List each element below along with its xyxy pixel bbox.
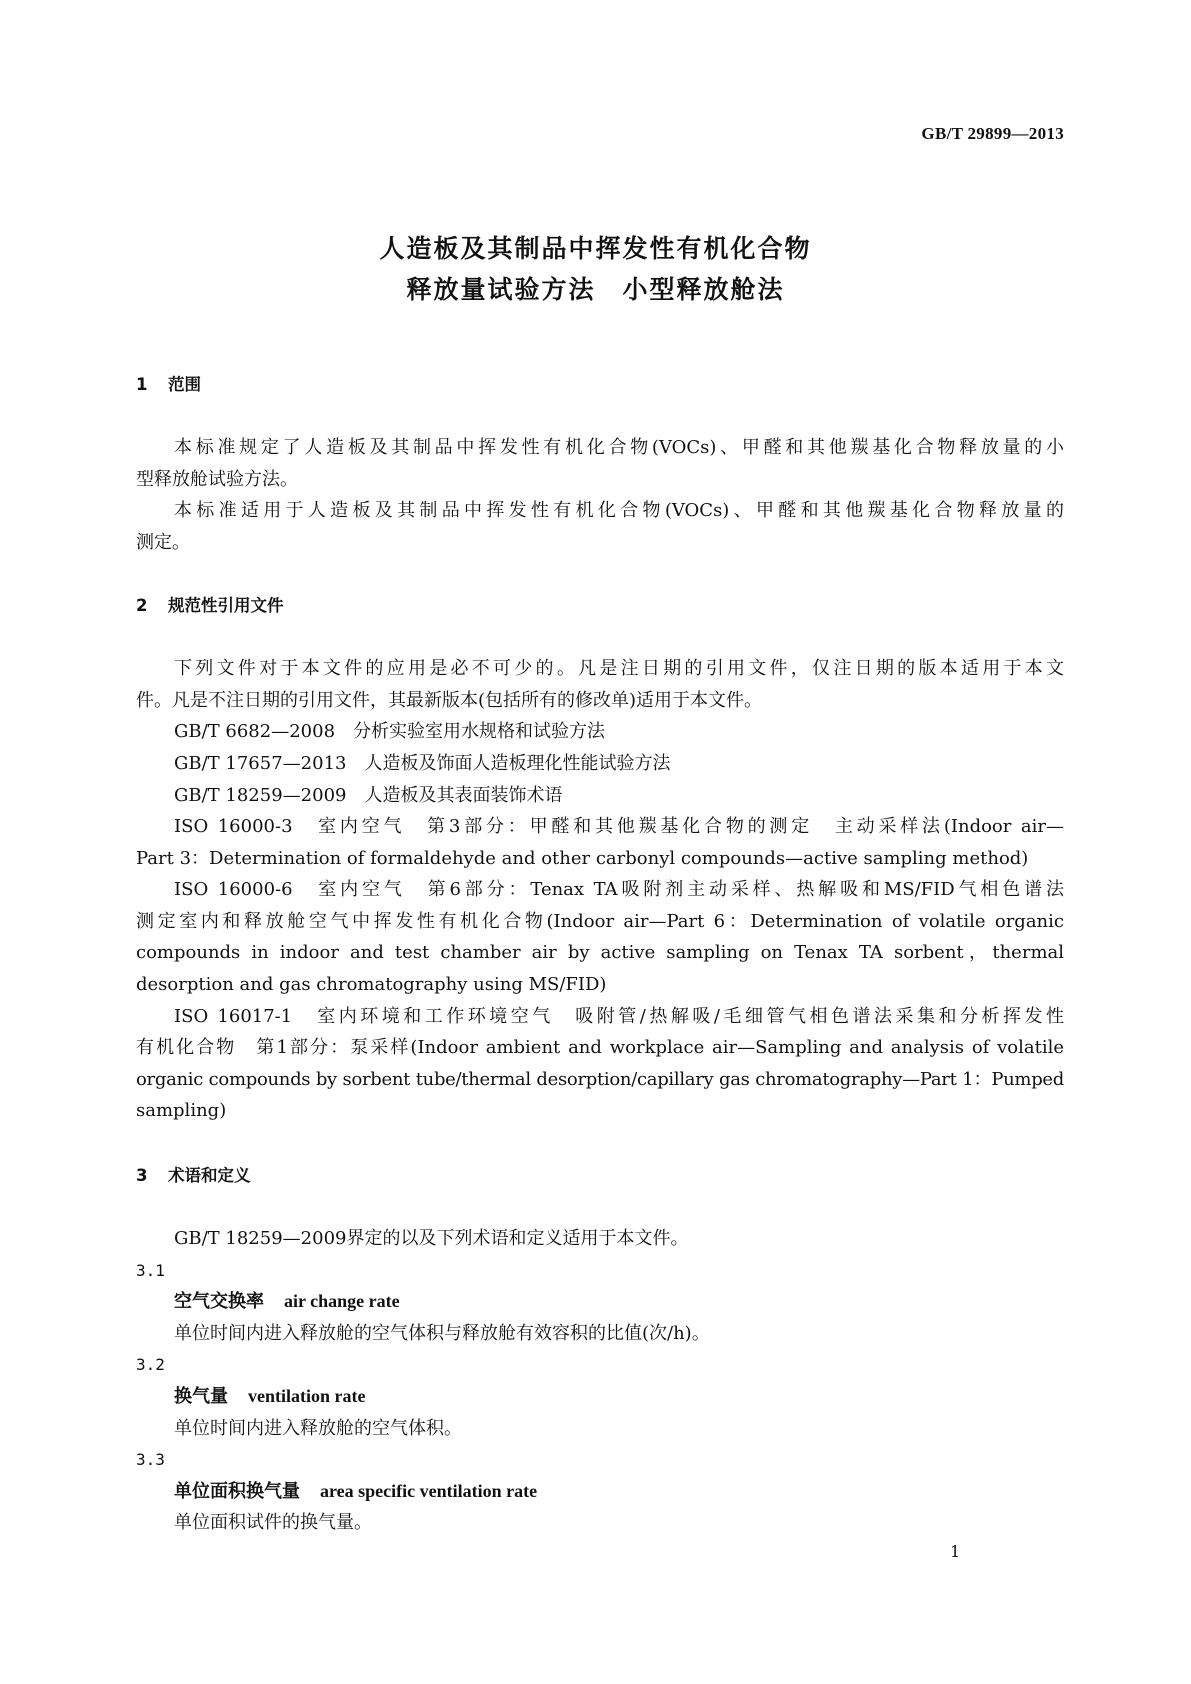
- term-definition: 单位时间内进入释放舱的空气体积与释放舱有效容积的比值(次/h)。: [174, 1322, 710, 1344]
- text-line: 测定。: [136, 531, 190, 553]
- reference-item: ISO 16000-6 室内空气 第6部分：Tenax TA吸附剂主动采样、热解吸和MS/FID气相色谱法: [174, 879, 1064, 901]
- section-title: 术语和定义: [168, 1166, 251, 1186]
- term-definition: 单位时间内进入释放舱的空气体积。: [174, 1417, 462, 1439]
- text-line: 型释放舱试验方法。: [136, 468, 298, 490]
- term-zh: 空气交换率: [174, 1291, 264, 1313]
- section-heading: [136, 590, 1064, 622]
- reference-item: GB/T 17657—2013 人造板及饰面人造板理化性能试验方法: [174, 752, 671, 774]
- term-number: 3.1: [136, 1260, 165, 1280]
- reference-item: ISO 16000-3 室内空气 第3部分：甲醛和其他羰基化合物的测定 主动采样法(Indoor air—: [174, 816, 1064, 838]
- term-number: 3.3: [136, 1450, 165, 1470]
- text-line: 下列文件对于本文件的应用是必不可少的。凡是注日期的引用文件，仅注日期的版本适用于本文: [174, 658, 1064, 680]
- section-3: [136, 1160, 1064, 1192]
- reference-item: GB/T 6682—2008 分析实验室用水规格和试验方法: [174, 721, 606, 743]
- standard-number-header: GB/T 29899—2013: [921, 124, 1064, 143]
- page-number: 1: [950, 1542, 961, 1561]
- reference-item-continued: organic compounds by sorbent tube/thermal desorption/capillary gas chromatography—Part 1：Pumped: [136, 1068, 1064, 1090]
- document-title-line-2: 释放量试验方法 小型释放舱法: [406, 275, 785, 304]
- section-number: 2: [136, 596, 148, 616]
- term-entry: [136, 1381, 1064, 1413]
- term-zh: 换气量: [174, 1386, 228, 1407]
- term-zh: 单位面积换气量: [174, 1480, 300, 1502]
- section-number: 3: [136, 1166, 148, 1186]
- text-line: 件。凡是不注日期的引用文件，其最新版本(包括所有的修改单)适用于本文件。: [136, 689, 763, 711]
- term-en: ventilation rate: [248, 1386, 366, 1406]
- terms-and-definitions: [136, 1223, 1064, 1539]
- text-line: 本标准适用于人造板及其制品中挥发性有机化合物(VOCs)、甲醛和其他羰基化合物释放量的: [174, 500, 1064, 522]
- term-entry: [136, 1286, 1064, 1318]
- document-title-line-1: 人造板及其制品中挥发性有机化合物: [379, 234, 812, 263]
- document-body: [136, 369, 1064, 1539]
- reference-item-continued: desorption and gas chromatography using MS/FID): [136, 974, 607, 996]
- section-1: [136, 369, 1064, 401]
- reference-item-continued: Part 3：Determination of formaldehyde and other carbonyl compounds—active sampling method): [136, 847, 1029, 869]
- section-heading: [136, 1160, 1064, 1192]
- reference-item: ISO 16017-1 室内环境和工作环境空气 吸附管/热解吸/毛细管气相色谱法采集和分析挥发性: [174, 1005, 1064, 1027]
- term-en: air change rate: [284, 1291, 400, 1312]
- text-line: GB/T 18259—2009界定的以及下列术语和定义适用于本文件。: [174, 1228, 689, 1250]
- normative-references: [136, 653, 1064, 1127]
- reference-item-continued: compounds in indoor and test chamber air by active sampling on Tenax TA sorbent，thermal: [136, 942, 1064, 964]
- scope-paragraph-2: [136, 495, 1064, 558]
- reference-item-continued: 测定室内和释放舱空气中挥发性有机化合物(Indoor air—Part 6：Determination of volatile organic: [136, 910, 1064, 932]
- section-2: [136, 590, 1064, 622]
- section-heading: [136, 369, 1064, 401]
- term-number: 3.2: [136, 1355, 165, 1375]
- scope-paragraph-1: [136, 432, 1064, 495]
- section-title: 范围: [168, 375, 201, 394]
- term-entry: [136, 1476, 1064, 1508]
- reference-item: GB/T 18259—2009 人造板及其表面装饰术语: [174, 784, 563, 806]
- text-line: 本标准规定了人造板及其制品中挥发性有机化合物(VOCs)、甲醛和其他羰基化合物释放量的小: [174, 436, 1064, 458]
- reference-item-continued: sampling): [136, 1100, 227, 1122]
- term-definition: 单位面积试件的换气量。: [174, 1512, 372, 1534]
- reference-item-continued: 有机化合物 第1部分：泵采样(Indoor ambient and workplace air—Sampling and analysis of volatile: [136, 1037, 1064, 1059]
- term-en: area specific ventilation rate: [320, 1480, 538, 1501]
- section-title: 规范性引用文件: [168, 596, 284, 616]
- section-number: 1: [136, 375, 148, 394]
